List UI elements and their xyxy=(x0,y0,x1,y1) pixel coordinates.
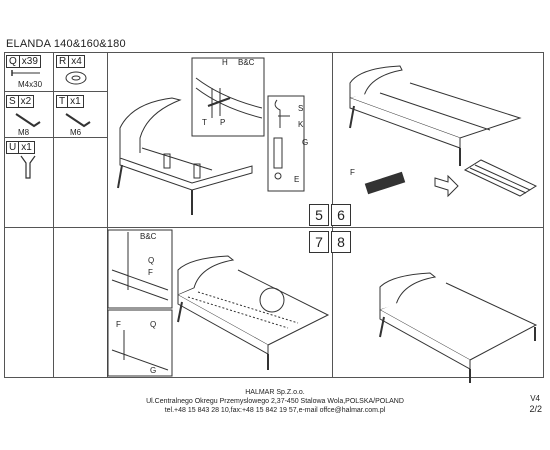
hex-key-m6-icon xyxy=(62,110,94,130)
label-q-7: Q xyxy=(148,256,155,265)
step7-illustration xyxy=(108,230,328,378)
label-h: H xyxy=(222,58,228,67)
label-s: S xyxy=(298,104,304,113)
screw-icon xyxy=(10,68,46,80)
part-s-size: M8 xyxy=(18,128,30,137)
step5-illustration xyxy=(112,58,327,223)
part-q-label: Q x39 xyxy=(6,55,41,68)
label-q-7b: Q xyxy=(150,320,157,329)
label-f: F xyxy=(350,168,355,177)
part-s-label: S x2 xyxy=(6,95,34,108)
footer-contact: tel.+48 15 843 28 10,fax:+48 15 842 19 57,e-mail offce@halmar.com.pl xyxy=(164,407,386,414)
document-title: ELANDA 140&160&180 xyxy=(6,38,126,50)
label-e: E xyxy=(294,175,300,184)
label-bc: B&C xyxy=(238,58,255,67)
wrench-icon xyxy=(18,154,38,180)
grid-divider xyxy=(5,137,107,138)
footer-address: Ul.Centralnego Okregu Przemyslowego 2,37-450 Stalowa Wola,POLSKA/POLAND xyxy=(146,398,404,405)
hex-key-m8-icon xyxy=(12,110,44,130)
step6-illustration xyxy=(340,58,545,228)
step-number-5: 5 xyxy=(309,204,329,226)
washer-icon xyxy=(64,70,88,86)
grid-divider xyxy=(5,91,107,92)
label-t: T xyxy=(202,118,207,127)
label-p: P xyxy=(220,118,226,127)
step8-illustration xyxy=(378,265,543,375)
part-u-label: U x1 xyxy=(6,141,35,154)
grid-divider xyxy=(53,53,54,377)
part-q-size: M4x30 xyxy=(18,80,43,89)
label-f-7a: F xyxy=(148,268,153,277)
label-g-7: G xyxy=(150,366,157,375)
label-bc-7: B&C xyxy=(140,232,157,241)
part-t-label: T x1 xyxy=(56,95,84,108)
page-number: 2/2 xyxy=(529,404,542,414)
footer-company: HALMAR Sp.Z.o.o. xyxy=(245,389,305,396)
part-t-size: M6 xyxy=(70,128,82,137)
step-number-6: 6 xyxy=(331,204,351,226)
version-label: V4 xyxy=(530,394,540,403)
label-g: G xyxy=(302,138,309,147)
step-number-7: 7 xyxy=(309,231,329,253)
label-f-7b: F xyxy=(116,320,121,329)
part-r-label: R x4 xyxy=(56,55,85,68)
label-k: K xyxy=(298,120,304,129)
step-number-8: 8 xyxy=(331,231,351,253)
